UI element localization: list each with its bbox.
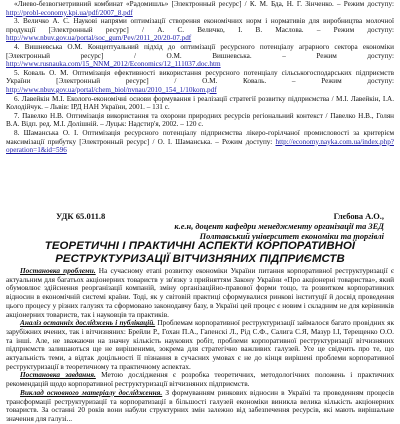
reference-item [6,0,394,17]
body-paragraph [6,371,394,388]
paragraph-lead: Аналіз останніх досліджень і публікацій. [20,318,156,328]
reference-item [6,95,394,112]
reference-link[interactable]: http://economy.nayka.com.ua/index.php?operation=1&id=596 [6,137,394,155]
reference-text: 8. Шаманська О. І. Оптимізація ресурсного потенціалу підприємства лікеро-горілчаної промисловості за критерієм максимізації прибутку [Электронный ресурс] / О. І. Шаманська. – Режим доступу: [6,128,394,146]
reference-item [6,43,394,69]
article-body [6,267,394,424]
author-name: Глєбова А.О., [333,212,384,221]
article-title: ТЕОРЕТИЧНІ І ПРАКТИЧНІ АСПЕКТИ КОРПОРАТИВНОЇ РЕСТРУКТУРИЗАЦІЇ ВІТЧИЗНЯНИХ ПІДПРИЄМСТВ [44,240,356,265]
reference-link[interactable]: http://www.nbuv.gov.ua/portal/chem_biol/nvnau/2010_154_1/10kom.pdf [6,85,217,94]
reference-text: 6. Лавейкін М.І. Еколого-економічні основи формування і реалізації стратегії розвитку підприємства / М.І. Лавейкін, І.А. Колодійчук. – Львів: ІРД НАН України, 2001. – 131 с. [6,94,394,112]
reference-text: 4. Вишневська О.М. Концептуальний підхід до оптимізації ресурсного потенціалу аграрного сектора економіки [Электронный ресурс] / О.М. Вишневська. – Режим доступу: [6,42,394,60]
reference-text: 5. Коваль О. М. Оптимізація ефективності використання ресурсного потенціалу сільськогосподарських підприємств України [Электронный ресурс] / О.М. Коваль. – Режим доступу: [6,68,394,86]
body-paragraph [6,389,394,424]
paragraph-lead: Постановка проблеми. [20,266,96,275]
paragraph-lead: Виклад основного матеріалу дослідження. [20,387,163,397]
author-block [144,212,384,242]
paragraph-text: Метою дослідження є розробка теоретичних, методологічних положень і практичних рекомендацій щодо корпоративної реструктуризації вітчизняних підприємств. [6,370,395,389]
reference-link[interactable]: http://www.nbuv.gov.ua/portal/soc_gum/Pev/2011_20/20-07.pdf [6,34,192,43]
reference-item [6,112,394,129]
reference-item [6,129,394,155]
reference-text: 7. Павелко Н.В. Оптимізація використання та охорони природних ресурсів регіональний контекст / Павелко Н.В., Голян В.А. Відп. ред. М.І. Долішній. – Луцьк: Надстир'я, 2002. – 120 с. [6,111,394,129]
paragraph-text: З формуванням ринкових відносин в Україні та проведенням процесів трансформації реструктуризації та корпоратизації в більшості галузей економіки виникла велика кількість акціонерних товариств. За останні 20 років вони набули структурних змін залежно від забезпечення ресурсів, які мають вирішальне значення для галузі... [6,387,394,423]
body-paragraph [6,319,394,371]
author-affiliation: Полтавський університет економіки та торгівлі [199,232,384,241]
paragraph-text: На сучасному етапі розвитку економіки України питання корпоративної реструктуризації є актуальним для багатьох акціонерних товариств у зв'язку з прийняттям Закону України «Про акціонерні товариства», який обумовлює здійснення реорганізації компаній, зміну організаційно-правової форми тощо, та розвитком корпоративних відносин в економічній системі країни. Тоді, як у світовій практиці сформувалися ринкові інституції й досвід проведення цього процесу у різних галузях та сформовано законодавчу базу, в Україні цей процес є новим і складним не для керівників акціонерних товариств, так і науковців та практиків. [6,266,394,319]
reference-item [6,69,394,95]
udc-code: УДК 65.011.8 [56,211,106,221]
paragraph-lead: Постановка завдання. [20,370,96,380]
reference-link[interactable]: http://www.rusnauka.com/15_NNM_2012/Economics/12_111037.doc.htm [6,60,221,69]
reference-item [6,17,394,43]
paragraph-text: Проблемам корпоративної реструктуризації займалося багато провідних як зарубіжних вчених, так і вітчизняних: Брейли Р., Гохан П.А., Гапенскі Л., Рід С.Ф., Салига С.Я, Мазур І.І, Терещенко О.О. та інші. Але, не зважаючи на значну кількість наукових робіт, проблеми корпоративної реструктуризації вітчизняних підприємств залишаються ще не вирішеними, зокрема для стратегічно важливих галузей. Усе це свідчить про те, що актуальність теми, а відтак доцільності її пізнання в сучасних умовах є не до кінця вирішені проблеми корпоративної реструктуризації в теоретичному та практичному аспектах. [6,318,394,371]
body-paragraph [6,267,394,319]
reference-text: «Лиево-безвогнетривний комбинат «Радомишль» [Электронный ресурс] / К. М. Бда, Н. Г. Зінченко. – Режим доступу: [14,0,394,8]
reference-list [6,0,394,155]
reference-text: 3. Величко А. С. Наукові напрями оптимізації створення економічних норм і нормативів для виробництва молочної продукції [Электронный ресурс] / А. С. Величко, І. В. Маслова. – Режим доступу: [6,17,394,34]
author-position: к.е.н, доцент кафедри менеджменту організації та ЗЕД [174,222,384,231]
reference-link[interactable]: http://probl-economy.kpi.ua/pdf/2007_8.pdf [6,8,133,17]
